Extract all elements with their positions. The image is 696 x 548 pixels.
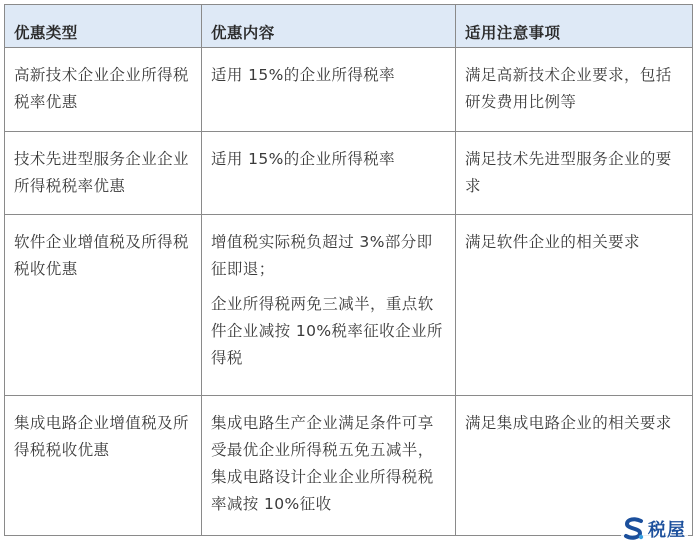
table-header: [5, 5, 693, 48]
content-paragraph: 适用 15%的企业所得税率: [211, 66, 396, 84]
cell-type: 集成电路企业增值税及所得税税收优惠: [5, 396, 202, 536]
cell-content: [202, 215, 456, 396]
content-paragraph: 增值税实际税负超过 3%部分即征即退；: [211, 233, 433, 278]
cell-type: 技术先进型服务企业企业所得税税率优惠: [5, 132, 202, 215]
shuiwu-logo-icon: [623, 517, 645, 541]
table-body: [5, 48, 693, 536]
cell-type: 高新技术企业企业所得税税率优惠: [5, 48, 202, 132]
table-row: [5, 132, 693, 215]
cell-content: [202, 396, 456, 536]
cell-type: 软件企业增值税及所得税税收优惠: [5, 215, 202, 396]
table-row: [5, 396, 693, 536]
header-incentive-content: 优惠内容: [202, 5, 456, 48]
header-row: [5, 5, 693, 48]
header-notes: 适用注意事项: [456, 5, 693, 48]
header-incentive-type: 优惠类型: [5, 5, 202, 48]
content-paragraph: 集成电路生产企业满足条件可享受最优企业所得税五免五减半，集成电路设计企业企业所得税税率减按 10%征收: [211, 414, 434, 513]
cell-content: [202, 48, 456, 132]
content-paragraph: 适用 15%的企业所得税率: [211, 150, 396, 168]
cell-notes: 满足技术先进型服务企业的要求: [456, 132, 693, 215]
watermark-text: 税屋: [648, 520, 686, 541]
table-row: [5, 48, 693, 132]
tax-incentive-table: [4, 4, 693, 536]
cell-content: [202, 132, 456, 215]
cell-notes: 满足集成电路企业的相关要求: [456, 396, 693, 536]
cell-notes: 满足软件企业的相关要求: [456, 215, 693, 396]
table-row: [5, 215, 693, 396]
watermark-logo: [621, 516, 688, 542]
cell-notes: 满足高新技术企业要求，包括研发费用比例等: [456, 48, 693, 132]
content-paragraph: 企业所得税两免三减半，重点软件企业减按 10%税率征收企业所得税: [211, 295, 443, 367]
